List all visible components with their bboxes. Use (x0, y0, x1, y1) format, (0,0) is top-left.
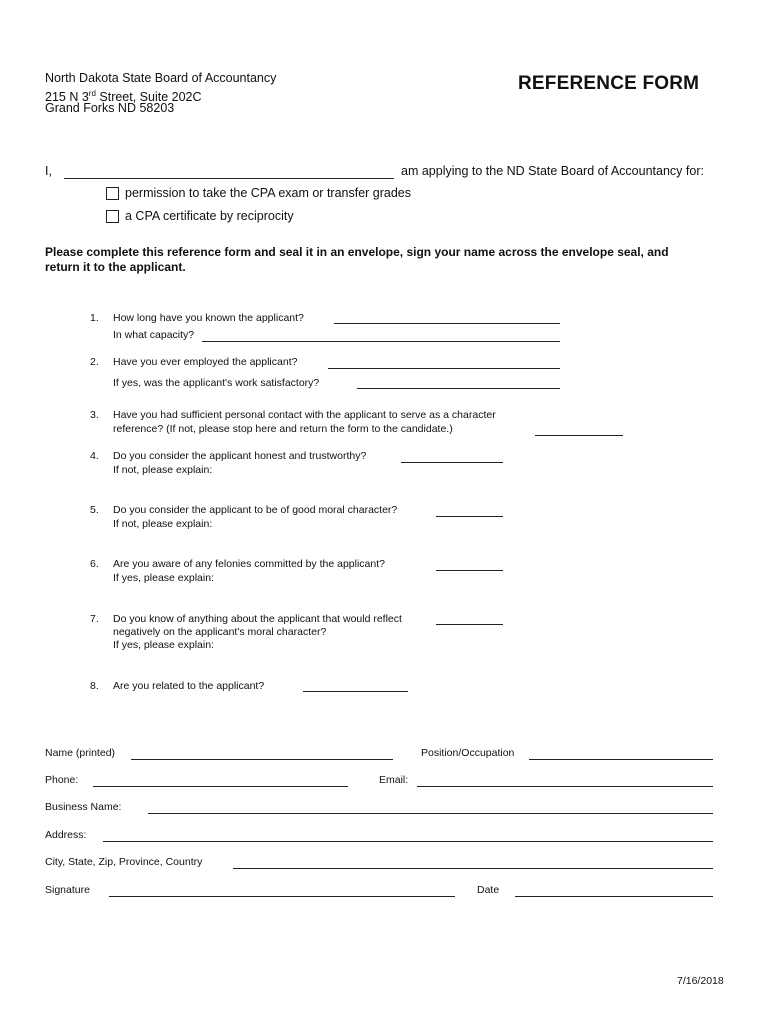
date-field[interactable] (515, 896, 713, 897)
question-4-line-2: If not, please explain: (113, 464, 213, 476)
reciprocity-checkbox[interactable] (106, 210, 119, 223)
question-7-answer-field[interactable] (436, 624, 503, 625)
question-2-line-2: If yes, was the applicant's work satisfactory? (113, 377, 320, 389)
question-3-line-2: reference? (If not, please stop here and return the form to the candidate.) (113, 423, 453, 435)
business-field[interactable] (148, 813, 713, 814)
question-3-line-1: Have you had sufficient personal contact with the applicant to serve as a character (113, 409, 496, 421)
question-3-number: 3. (90, 409, 99, 421)
city-label: City, State, Zip, Province, Country (45, 856, 203, 868)
phone-field[interactable] (93, 786, 348, 787)
address-field[interactable] (103, 841, 713, 842)
question-5-line-1: Do you consider the applicant to be of good moral character? (113, 504, 398, 516)
question-3-answer-field[interactable] (535, 435, 623, 436)
question-1-answer-field[interactable] (334, 323, 560, 324)
question-5-line-2: If not, please explain: (113, 518, 213, 530)
question-4-line-1: Do you consider the applicant honest and trustworthy? (113, 450, 367, 462)
question-8-answer-field[interactable] (303, 691, 408, 692)
question-2-answer-field[interactable] (328, 368, 560, 369)
form-title: REFERENCE FORM (518, 73, 700, 94)
question-2-satisfactory-field[interactable] (357, 388, 560, 389)
question-7-line-1: Do you know of anything about the applicant that would reflect (113, 613, 402, 625)
street-prefix: 215 N 3 (45, 90, 89, 105)
business-label: Business Name: (45, 801, 122, 813)
org-name: North Dakota State Board of Accountancy (45, 71, 277, 85)
question-1-number: 1. (90, 312, 99, 324)
org-city: Grand Forks ND 58203 (45, 101, 175, 115)
question-2-number: 2. (90, 356, 99, 368)
question-7-number: 7. (90, 613, 99, 625)
question-8-number: 8. (90, 680, 99, 692)
street-superscript: rd (88, 89, 96, 98)
question-6-answer-field[interactable] (436, 570, 503, 571)
date-label: Date (477, 884, 500, 896)
question-6-line-2: If yes, please explain: (113, 572, 214, 584)
instruction-line-2: return it to the applicant. (45, 260, 186, 274)
question-1-capacity-field[interactable] (202, 341, 560, 342)
signature-label: Signature (45, 884, 90, 896)
instruction-line-1: Please complete this reference form and seal it in an envelope, sign your name across the envelope seal, and (45, 245, 669, 259)
name-label: Name (printed) (45, 747, 116, 759)
question-1-line-2: In what capacity? (113, 329, 195, 341)
question-4-number: 4. (90, 450, 99, 462)
applicant-name-field[interactable] (64, 178, 394, 179)
question-7-line-3: If yes, please explain: (113, 639, 214, 651)
position-label: Position/Occupation (421, 747, 515, 759)
footer-date: 7/16/2018 (677, 975, 724, 987)
question-5-answer-field[interactable] (436, 516, 503, 517)
question-8-line-1: Are you related to the applicant? (113, 680, 265, 692)
reciprocity-option-label: a CPA certificate by reciprocity (125, 209, 294, 223)
phone-label: Phone: (45, 774, 79, 786)
street-suffix: Street, Suite 202C (95, 90, 202, 105)
city-field[interactable] (233, 868, 713, 869)
address-label: Address: (45, 829, 87, 841)
email-field[interactable] (417, 786, 713, 787)
cpa-exam-option-label: permission to take the CPA exam or transfer grades (125, 186, 412, 200)
position-field[interactable] (529, 759, 713, 760)
signature-field[interactable] (109, 896, 455, 897)
question-1-line-1: How long have you known the applicant? (113, 312, 304, 324)
question-2-line-1: Have you ever employed the applicant? (113, 356, 298, 368)
name-field[interactable] (131, 759, 393, 760)
email-label: Email: (379, 774, 409, 786)
question-4-answer-field[interactable] (401, 462, 503, 463)
cpa-exam-checkbox[interactable] (106, 187, 119, 200)
question-5-number: 5. (90, 504, 99, 516)
question-6-number: 6. (90, 558, 99, 570)
question-7-line-2: negatively on the applicant's moral character? (113, 626, 327, 638)
question-6-line-1: Are you aware of any felonies committed by the applicant? (113, 558, 385, 570)
applying-text: am applying to the ND State Board of Accountancy for: (401, 164, 704, 178)
i-label: I, (45, 164, 52, 178)
